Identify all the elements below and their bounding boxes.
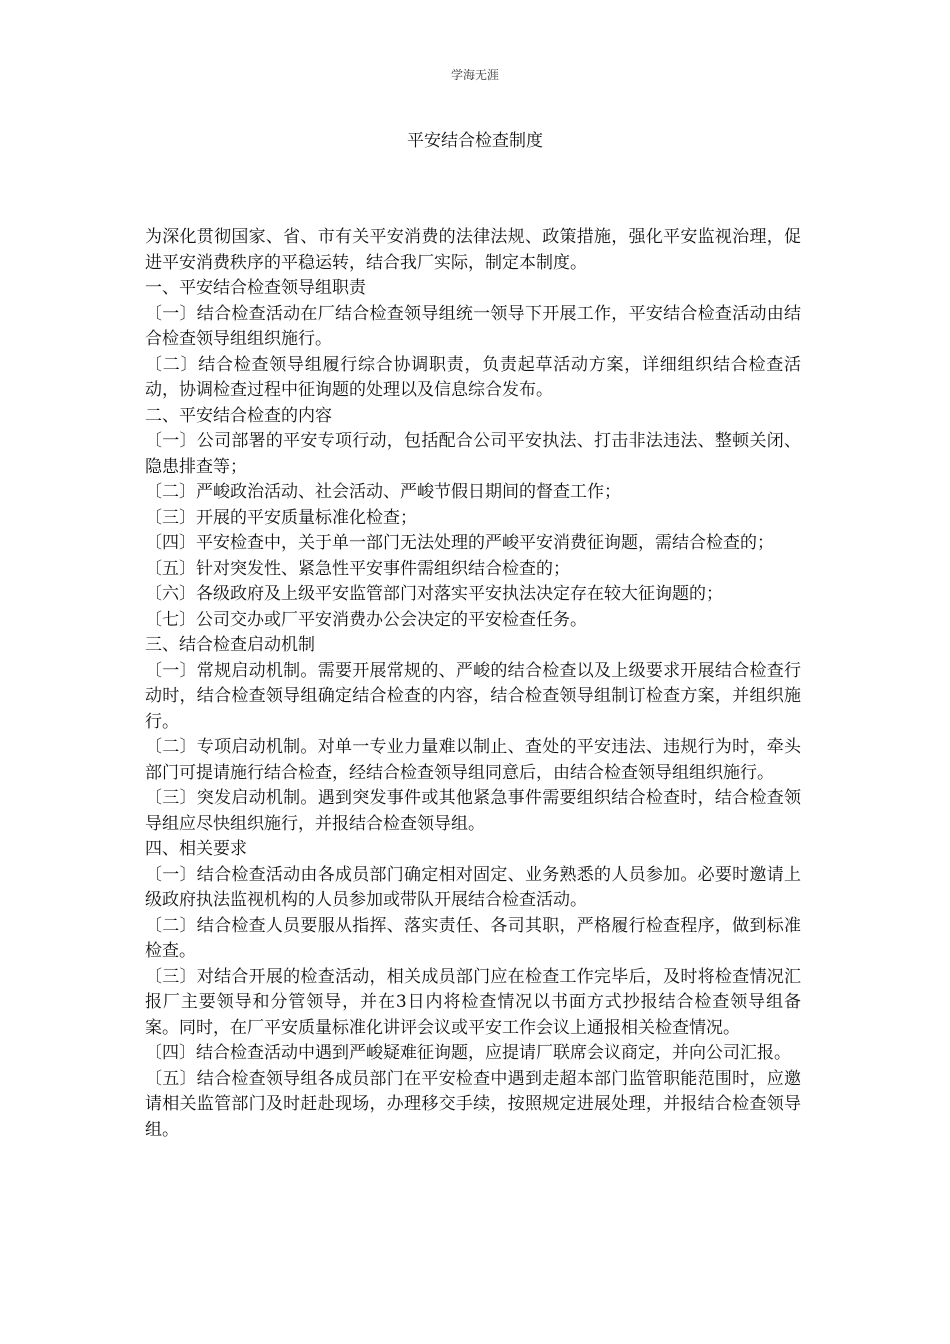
paragraph: 〔三〕开展的平安质量标准化检查；	[145, 507, 417, 528]
paragraph: 〔七〕公司交办或厂平安消费办公会决定的平安检查任务。	[145, 609, 587, 630]
paragraph: 〔三〕突发启动机制。遇到突发事件或其他紧急事件需要组织结合检查时，结合检查领导组应尽快组织施行，并报结合检查领导组。	[145, 788, 801, 834]
section-heading: 三、结合检查启动机制	[145, 635, 315, 655]
document-body	[145, 225, 801, 1143]
paragraph: 〔二〕结合检查领导组履行综合协调职责，负责起草活动方案，详细组织结合检查活动，协调检查过程中征询题的处理以及信息综合发布。	[145, 354, 801, 400]
paragraph: 〔五〕针对突发性、紧急性平安事件需组织结合检查的；	[145, 558, 570, 579]
paragraph: 〔四〕平安检查中，关于单一部门无法处理的严峻平安消费征询题，需结合检查的；	[145, 533, 774, 553]
section-heading: 一、平安结合检查领导组职责	[145, 278, 366, 298]
paragraph: 〔一〕结合检查活动由各成员部门确定相对固定、业务熟悉的人员参加。必要时邀请上级政府执法监视机构的人员参加或带队开展结合检查活动。	[145, 864, 801, 910]
paragraph: 〔二〕严峻政治活动、社会活动、严峻节假日期间的督查工作；	[145, 482, 621, 502]
page-header: 学海无涯	[450, 68, 499, 82]
paragraph: 〔一〕常规启动机制。需要开展常规的、严峻的结合检查以及上级要求开展结合检查行动时，结合检查领导组确定结合检查的内容，结合检查领导组制订检查方案，并组织施行。	[145, 660, 801, 732]
paragraph: 为深化贯彻国家、省、市有关平安消费的法律法规、政策措施，强化平安监视治理，促进平安消费秩序的平稳运转，结合我厂实际，制定本制度。	[145, 227, 801, 273]
section-heading: 四、相关要求	[145, 839, 247, 859]
paragraph: 〔一〕结合检查活动在厂结合检查领导组统一领导下开展工作，平安结合检查活动由结合检查领导组组织施行。	[145, 303, 801, 349]
paragraph: 〔一〕公司部署的平安专项行动，包括配合公司平安执法、打击非法违法、整顿关闭、隐患排查等；	[145, 431, 801, 477]
paragraph: 〔二〕专项启动机制。对单一专业力量难以制止、查处的平安违法、违规行为时，牵头部门可提请施行结合检查，经结合检查领导组同意后，由结合检查领导组组织施行。	[145, 737, 801, 783]
paragraph: 〔二〕结合检查人员要服从指挥、落实责任、各司其职，严格履行检查程序，做到标准检查。	[145, 915, 801, 961]
paragraph: 〔六〕各级政府及上级平安监管部门对落实平安执法决定存在较大征询题的；	[145, 584, 723, 604]
paragraph: 〔四〕结合检查活动中遇到严峻疑难征询题，应提请厂联席会议商定，并向公司汇报。	[145, 1043, 791, 1063]
paragraph: 〔三〕对结合开展的检查活动，相关成员部门应在检查工作完毕后，及时将检查情况汇报厂主要领导和分管领导，并在3日内将检查情况以书面方式抄报结合检查领导组备案。同时，在厂平安质量标准化讲评会议或平安工作会议上通报相关检查情况。	[145, 966, 801, 1038]
paragraph: 〔五〕结合检查领导组各成员部门在平安检查中遇到走超本部门监管职能范围时，应邀请相关监管部门及时赶赴现场，办理移交手续，按照规定进展处理，并报结合检查领导组。	[145, 1068, 801, 1140]
document-title: 平安结合检查制度	[407, 131, 543, 151]
section-heading: 二、平安结合检查的内容	[145, 405, 332, 426]
